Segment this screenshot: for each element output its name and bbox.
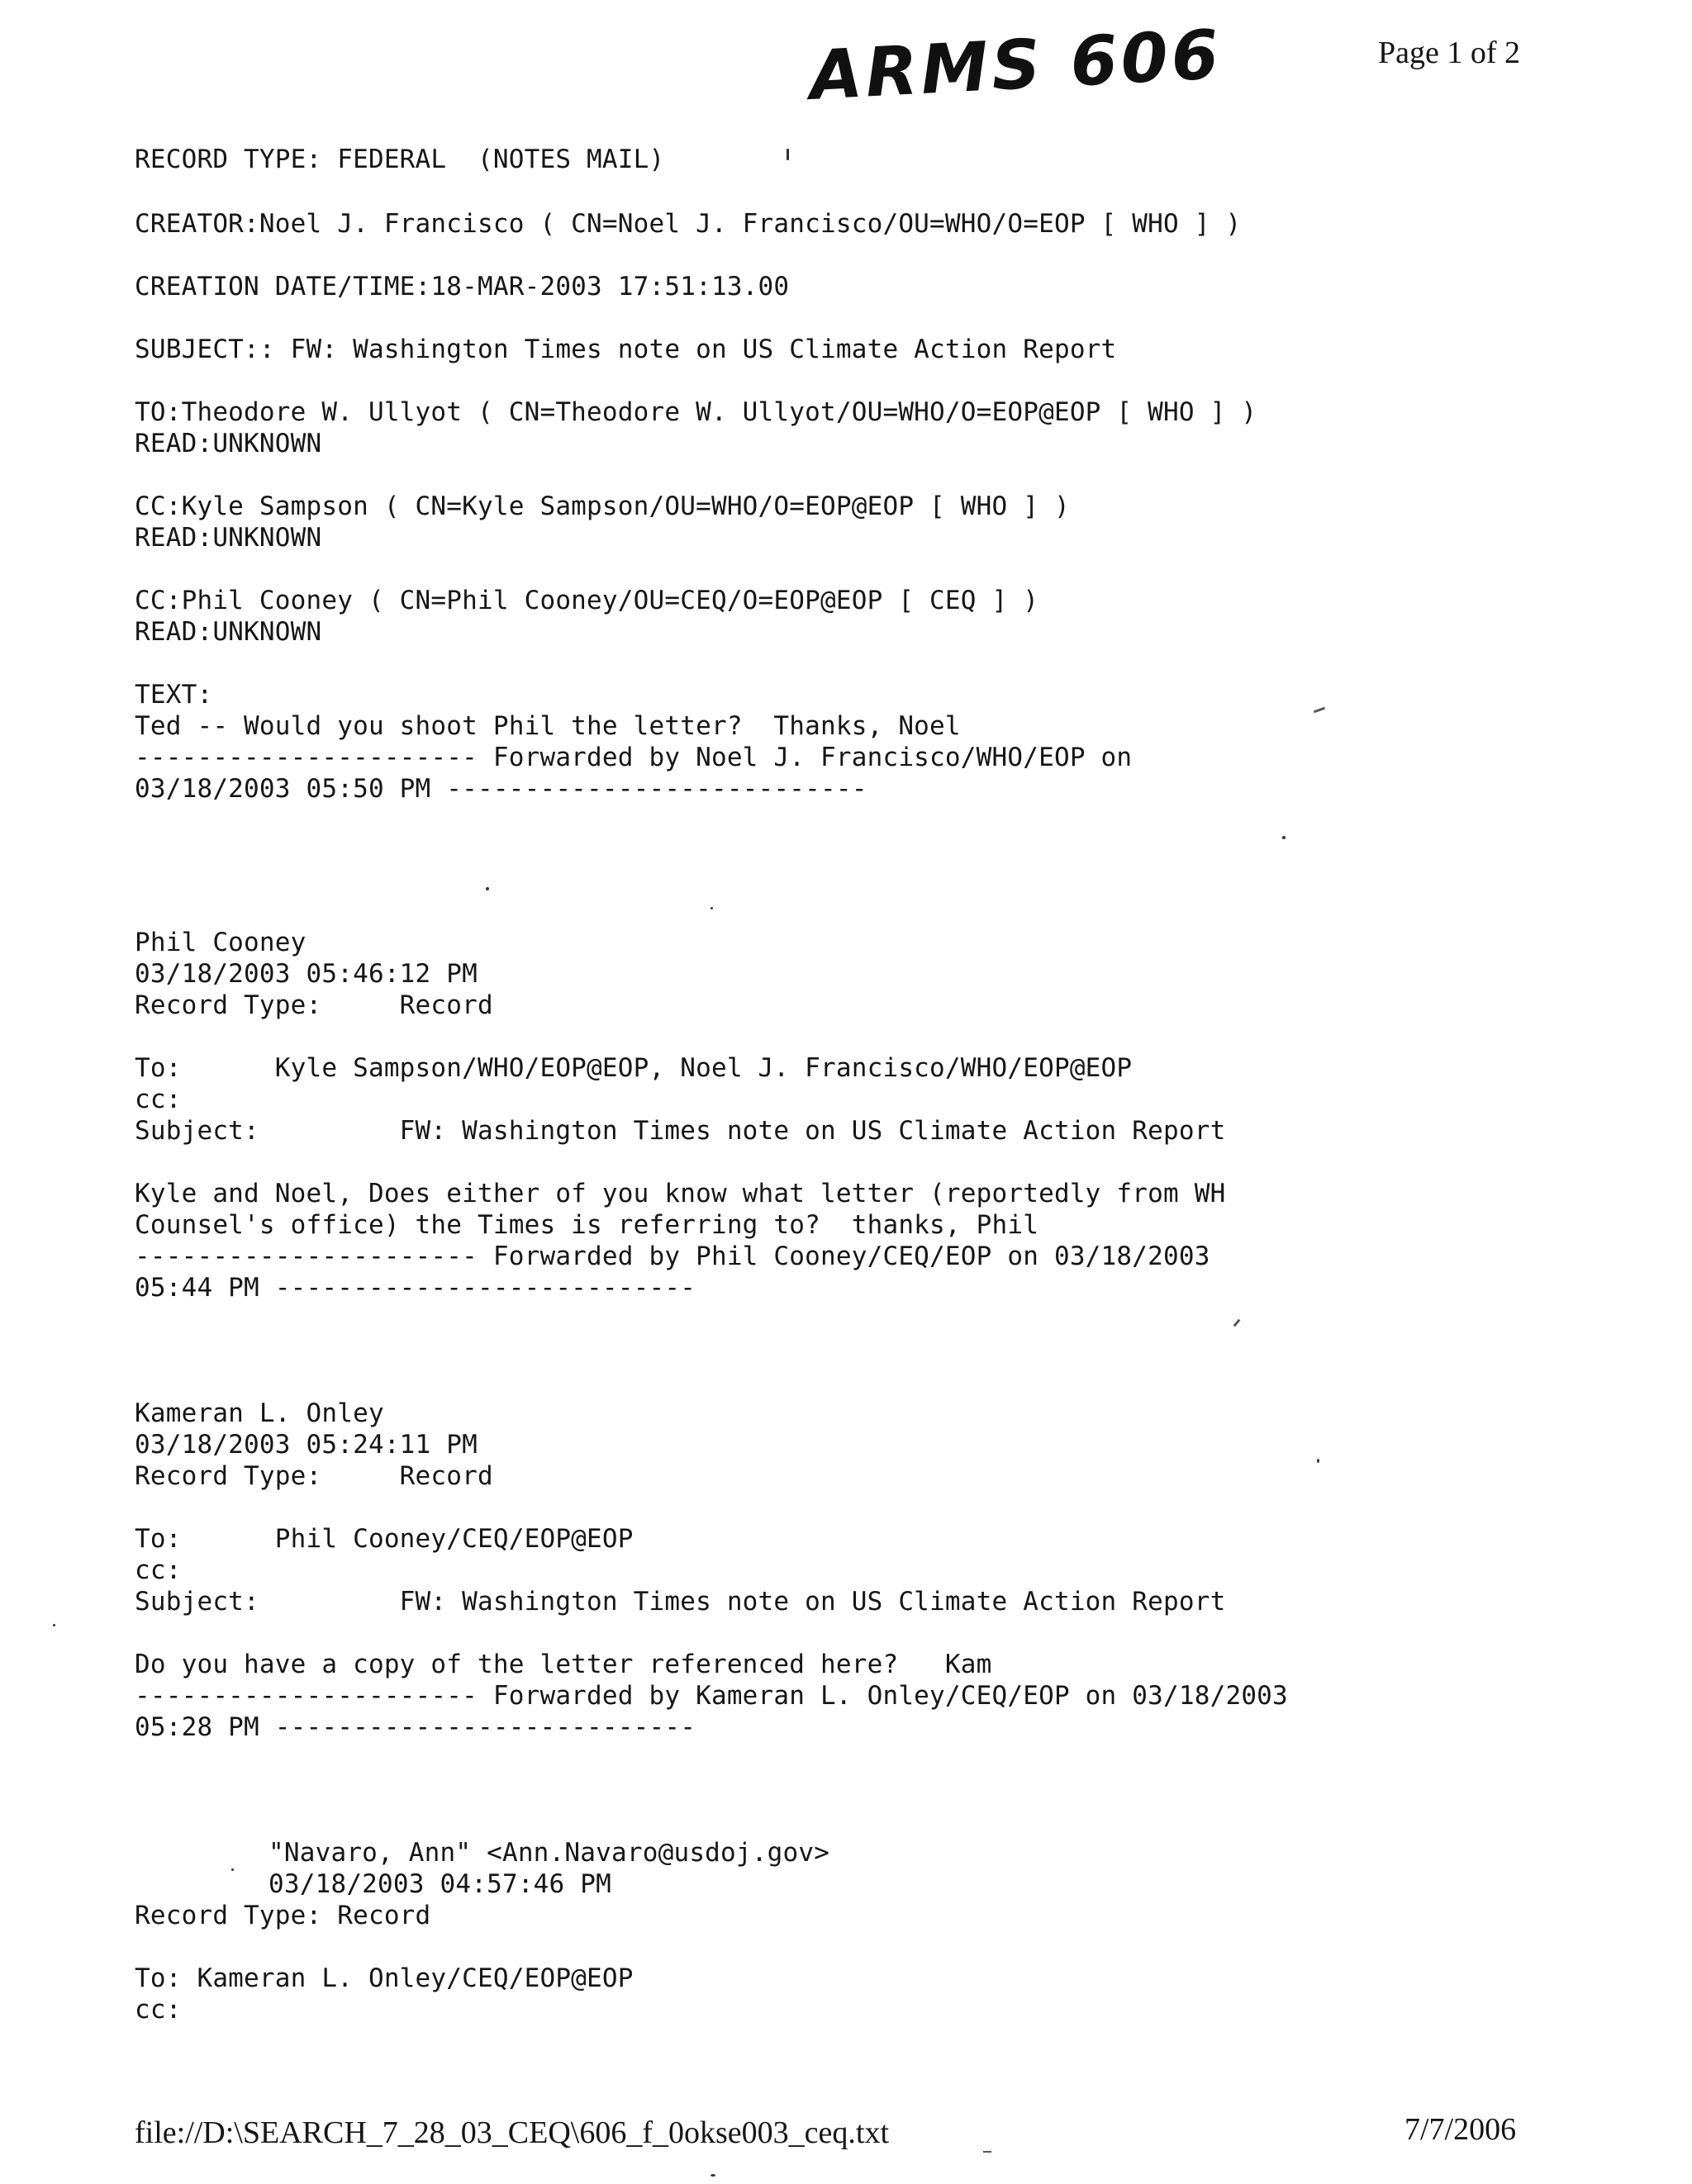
scan-mark (53, 1624, 55, 1626)
msg1-forwarded-line-2: 05:44 PM --------------------------- (135, 1273, 696, 1303)
msg1-sender: Phil Cooney (135, 928, 307, 957)
subject-line: SUBJECT:: FW: Washington Times note on US Climate Action Report (135, 335, 1117, 364)
scan-mark (787, 149, 789, 160)
page-number: Page 1 of 2 (1378, 36, 1521, 70)
scan-mark (983, 2151, 991, 2153)
msg2-sender: Kameran L. Onley (135, 1398, 384, 1428)
footer-file-path: file://D:\SEARCH_7_28_03_CEQ\606_f_0okse003_ceq.txt (135, 2115, 890, 2150)
cc-line-1: CC:Kyle Sampson ( CN=Kyle Sampson/OU=WHO/O=EOP@EOP [ WHO ] ) (135, 491, 1070, 521)
text-body-line: Ted -- Would you shoot Phil the letter? Thanks, Noel (135, 711, 961, 741)
msg2-to: To: Phil Cooney/CEQ/EOP@EOP (135, 1524, 634, 1554)
to-read-status: READ:UNKNOWN (135, 429, 322, 458)
msg3-record-type: Record Type: Record (135, 1901, 431, 1930)
msg2-forwarded-line-1: ---------------------- Forwarded by Kameran L. Onley/CEQ/EOP on 03/18/2003 (135, 1681, 1288, 1711)
msg1-body-line-1: Kyle and Noel, Does either of you know what letter (reportedly from WH (135, 1179, 1226, 1208)
msg1-record-type: Record Type: Record (135, 990, 493, 1020)
creation-date-line: CREATION DATE/TIME:18-MAR-2003 17:51:13.00 (135, 272, 790, 301)
msg2-subject: Subject: FW: Washington Times note on US Climate Action Report (135, 1587, 1226, 1617)
msg1-subject: Subject: FW: Washington Times note on US Climate Action Report (135, 1116, 1226, 1146)
scan-mark (1314, 707, 1325, 714)
to-line: TO:Theodore W. Ullyot ( CN=Theodore W. Ullyot/OU=WHO/O=EOP@EOP [ WHO ] ) (135, 397, 1257, 427)
msg2-forwarded-line-2: 05:28 PM --------------------------- (135, 1712, 696, 1742)
msg2-cc: cc: (135, 1555, 182, 1585)
scan-mark (1233, 1319, 1241, 1327)
msg2-date: 03/18/2003 05:24:11 PM (135, 1430, 478, 1460)
msg2-record-type: Record Type: Record (135, 1461, 493, 1491)
creator-line: CREATOR:Noel J. Francisco ( CN=Noel J. Francisco/OU=WHO/O=EOP [ WHO ] ) (135, 209, 1242, 239)
footer-date: 7/7/2006 (1404, 2112, 1517, 2147)
cc2-read-status: READ:UNKNOWN (135, 617, 322, 647)
scan-mark (711, 907, 713, 909)
handwritten-stamp: ARMS 606 (807, 16, 1224, 116)
scan-mark (231, 1868, 234, 1871)
msg1-cc: cc: (135, 1085, 182, 1114)
cc-line-2: CC:Phil Cooney ( CN=Phil Cooney/OU=CEQ/O=EOP@EOP [ CEQ ] ) (135, 586, 1039, 615)
msg2-body-line-1: Do you have a copy of the letter referenced here? Kam (135, 1650, 992, 1679)
msg1-to: To: Kyle Sampson/WHO/EOP@EOP, Noel J. Francisco/WHO/EOP@EOP (135, 1053, 1133, 1083)
msg1-date: 03/18/2003 05:46:12 PM (135, 959, 478, 989)
scan-mark (1282, 836, 1286, 839)
scan-mark (1317, 1459, 1319, 1463)
scan-mark (711, 2174, 715, 2177)
msg1-forwarded-line-1: ---------------------- Forwarded by Phil Cooney/CEQ/EOP on 03/18/2003 (135, 1242, 1210, 1271)
forwarded-line-2: 03/18/2003 05:50 PM --------------------------- (135, 774, 867, 804)
msg3-date: 03/18/2003 04:57:46 PM (269, 1869, 611, 1899)
msg3-sender: "Navaro, Ann" <Ann.Navaro@usdoj.gov> (269, 1838, 830, 1868)
record-type-line: RECORD TYPE: FEDERAL (NOTES MAIL) (135, 145, 665, 174)
scan-mark (486, 887, 489, 890)
msg3-cc: cc: (135, 1995, 182, 2025)
msg3-to: To: Kameran L. Onley/CEQ/EOP@EOP (135, 1963, 634, 1993)
cc1-read-status: READ:UNKNOWN (135, 523, 322, 553)
forwarded-line-1: ---------------------- Forwarded by Noel J. Francisco/WHO/EOP on (135, 743, 1133, 772)
msg1-body-line-2: Counsel's office) the Times is referring to? thanks, Phil (135, 1210, 1039, 1240)
text-label: TEXT: (135, 680, 213, 710)
